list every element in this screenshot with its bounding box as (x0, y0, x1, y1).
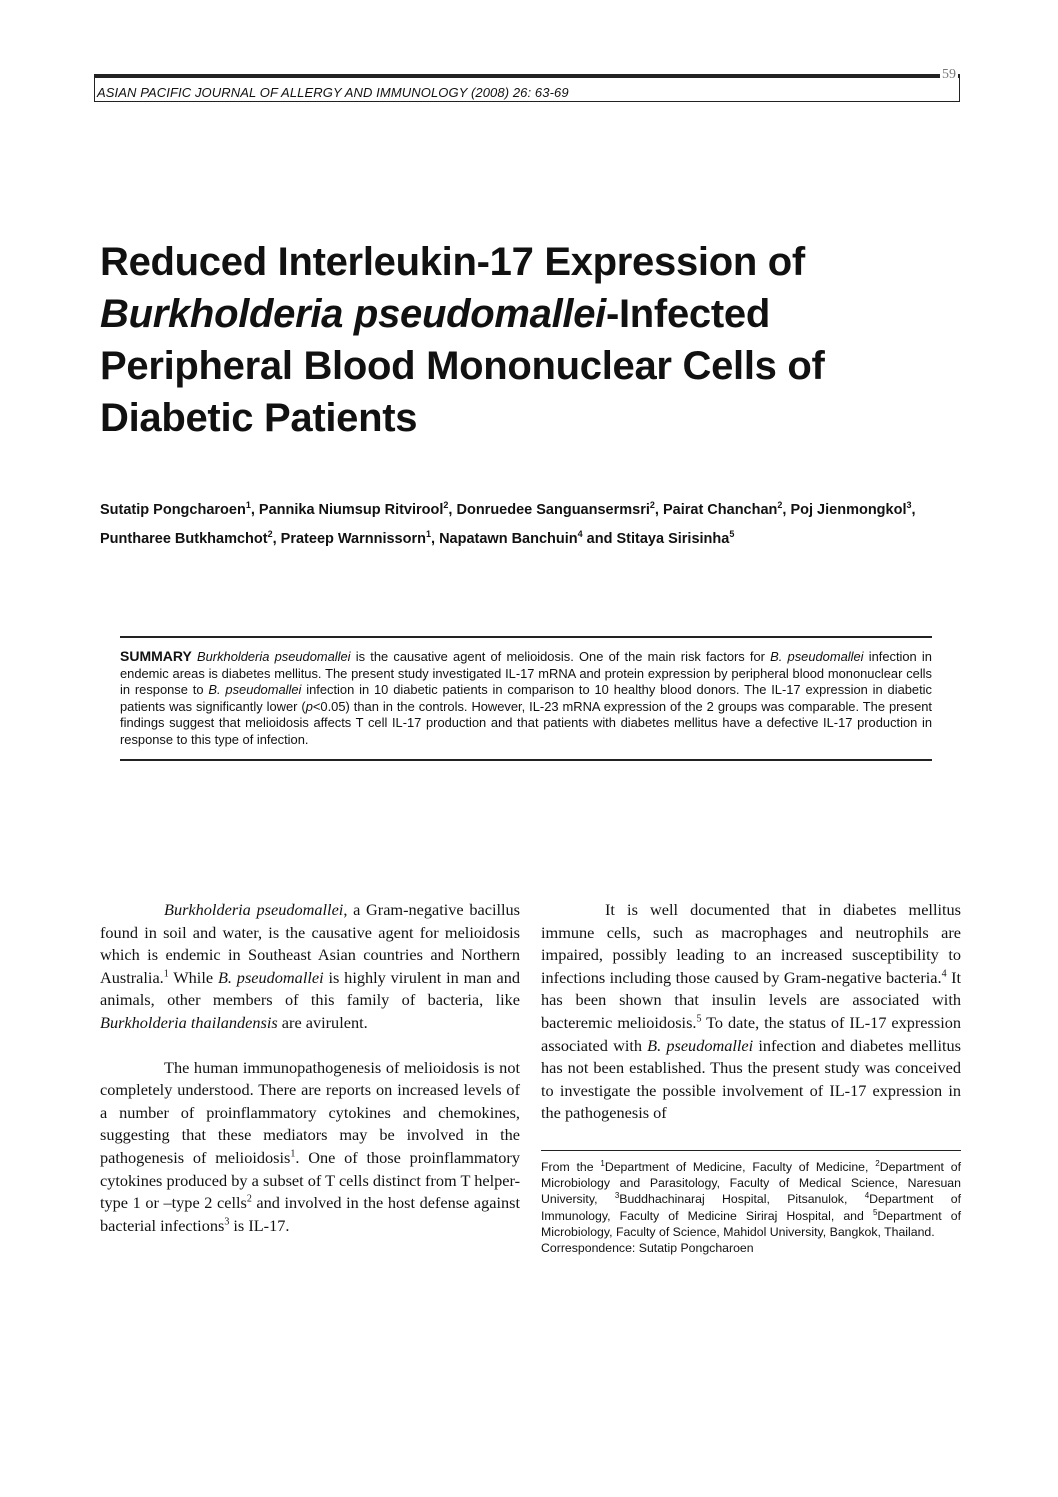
journal-header (94, 74, 960, 102)
title-line-3: Peripheral Blood Mononuclear Cells of (100, 344, 825, 388)
correspondence-note: Correspondence: Sutatip Pongcharoen (541, 1241, 754, 1256)
author-affiliation: 2 (443, 500, 449, 510)
affiliations-footnote: From the $^1$Department of Medicine, Faculty of Medicine, $^2$Department of Microbiology and Parasitology, Faculty of Medical Science, Naresuan University, $^3$Buddhachinaraj Hospital, Pitsanulok, $^4$Department of Immunology, Faculty of Medicine Siriraj Hospital, and $^5$Department of Microbiology, Faculty of Science, Mahidol University, Bangkok, Thailand. Correspondence: Sutatip Pongcharoen (541, 1150, 961, 1256)
citation-ref: 1 (163, 968, 169, 980)
body-paragraph: Burkholderia pseudomallei, a Gram-negative bacillus found in soil and water, is the causative agent for melioidosis which is endemic in Southeast Asian countries and Northern Australia.$^1$ While B. pseudomallei is highly virulent in man and animals, other members of this family of bacteria, like Burkholderia thailandensis are avirulent. (100, 900, 521, 1032)
article-title (100, 236, 960, 444)
body-paragraph: It is well documented that in diabetes mellitus immune cells, such as macrophages and neutrophils are impaired, possibly leading to an increased susceptibility to infections including those caused by Gram-negative bacteria.$^4$ It has been shown that insulin levels are associated with bacteremic melioidosis.$^5$ To date, the status of IL-17 expression associated with B. pseudomallei infection and diabetes mellitus has not been established. Thus the present study was conceived to investigate the possible involvement of IL-17 expression in the pathogenesis of (541, 900, 962, 1123)
author: Poj Jienmongkol$^3$, (790, 500, 916, 518)
journal-citation: ASIAN PACIFIC JOURNAL OF ALLERGY AND IMMUNOLOGY (2008) 26: 63-69 (97, 85, 569, 100)
author: Sutatip Pongcharoen$^1$, (100, 500, 259, 518)
citation-ref: 3 (224, 1216, 230, 1228)
title-line-2 (100, 288, 960, 340)
title-line-4: Diabetic Patients (100, 396, 418, 440)
body-column-left (100, 899, 520, 1259)
body-column-right (541, 899, 961, 1147)
author-affiliation: 4 (577, 528, 583, 539)
title-organism: Burkholderia pseudomallei (100, 292, 606, 336)
author: Stitaya Sirisinha$^5$ (616, 528, 735, 547)
citation-ref: 5 (696, 1013, 702, 1025)
summary-abstract: SUMMARY Burkholderia pseudomallei is the causative agent of melioidosis. One of the main risk factors for B. pseudomallei infection in endemic areas is diabetes mellitus. The present study investigated IL-17 mRNA and protein expression by peripheral blood mononuclear cells in response to B. pseudomallei infection in 10 diabetic patients in comparison to 10 healthy blood donors. The IL-17 expression in diabetic patients was significantly lower (p<0.05) than in the controls. However, IL-23 mRNA expression of the 2 groups was comparable. The present findings suggest that melioidosis affects T cell IL-17 production and that patients with diabetes mellitus have a defective IL-17 production in response to this type of infection. (120, 636, 932, 761)
body-paragraph: The human immunopathogenesis of melioidosis is not completely understood. There are reports on increased levels of a number of proinflammatory cytokines and chemokines, suggesting that these mediators may be involved in the pathogenesis of melioidosis$^1$. One of those proinflammatory cytokines produced by a subset of T cells distinct from T helper-type 1 or –type 2 cells$^2$ and involved in the host defense against bacterial infections$^3$ is IL-17. (100, 1057, 520, 1235)
title-line-1: Reduced Interleukin-17 Expression of (100, 240, 805, 284)
author: Donruedee Sanguansermsri$^2$, (456, 500, 663, 518)
author: Pairat Chanchan$^2$, (662, 500, 791, 518)
author-affiliation: 1 (245, 500, 251, 510)
citation-ref: 2 (246, 1193, 252, 1205)
author-affiliation: 2 (267, 528, 273, 539)
page-number: 59 (942, 67, 956, 82)
author: Puntharee Butkhamchot$^2$, (100, 528, 281, 547)
summary-label: SUMMARY (120, 648, 192, 664)
author: Napatawn Banchuin$^4$ and (439, 528, 617, 547)
citation-ref: 4 (941, 968, 947, 980)
author-affiliation: 2 (777, 500, 783, 510)
citation-ref: 1 (290, 1148, 296, 1160)
author: Prateep Warnnissorn$^1$, (280, 528, 440, 547)
author-affiliation: 3 (906, 500, 912, 510)
author-list (100, 493, 960, 551)
author-affiliation: 1 (425, 528, 431, 539)
title-line-2-rest: -Infected (605, 292, 770, 336)
author-affiliation: 5 (729, 528, 735, 539)
author-affiliation: 2 (649, 500, 655, 510)
author: Pannika Niumsup Ritvirool$^2$, (258, 500, 457, 518)
